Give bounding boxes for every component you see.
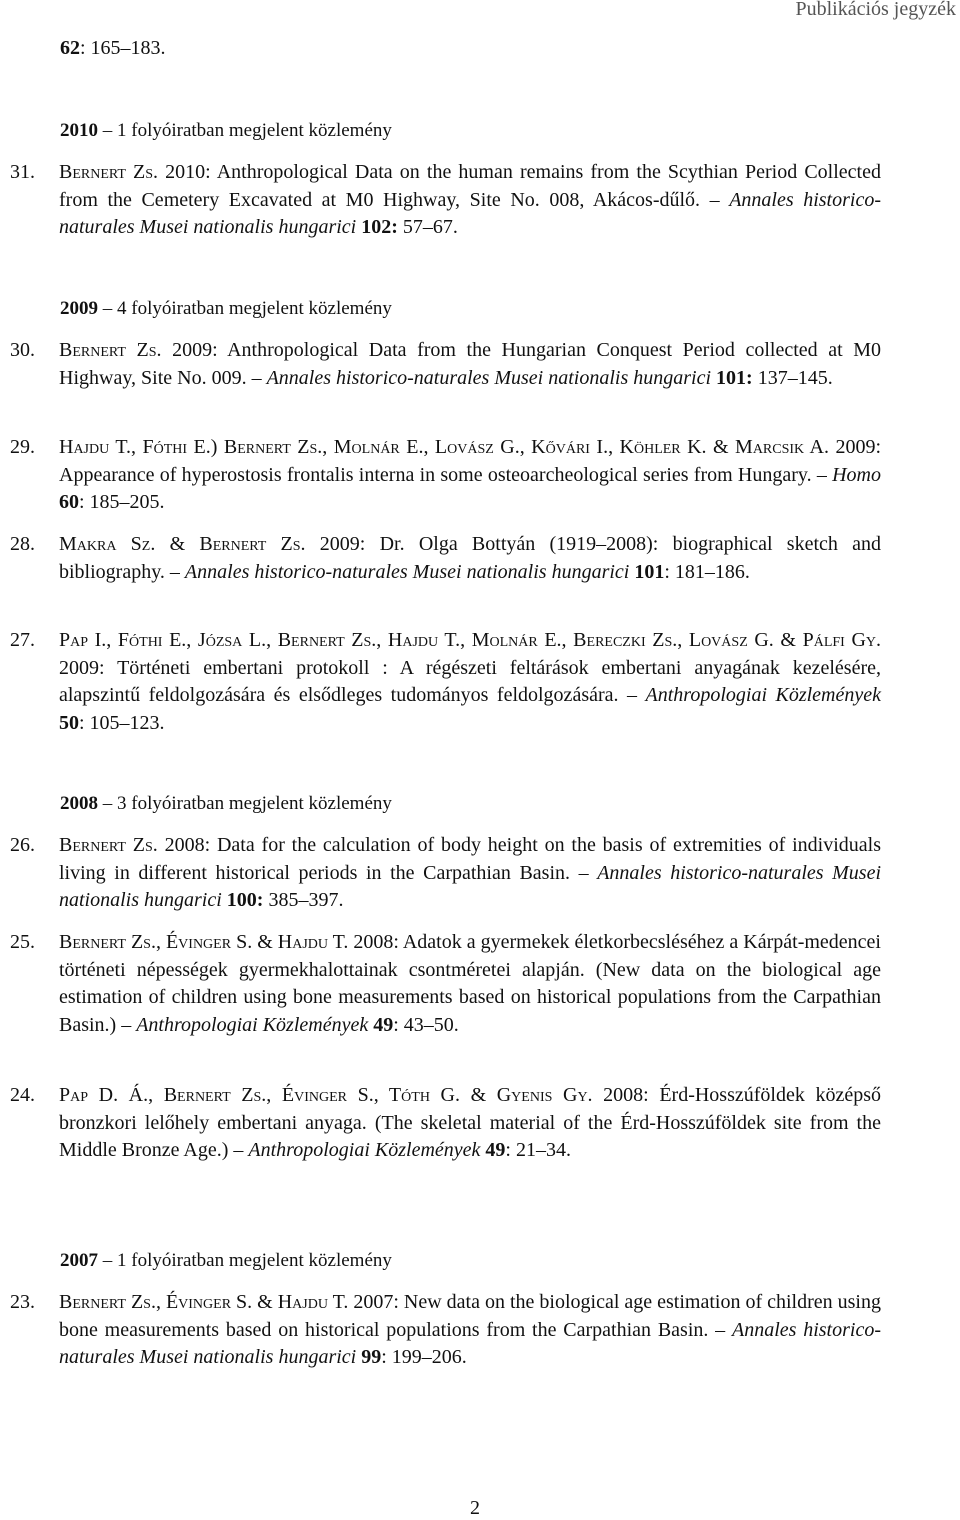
section-heading-2009	[60, 298, 392, 320]
entry-authors: Bernert Zs., Évinger S. & Hajdu T.	[59, 1291, 349, 1313]
entry-authors: Hajdu T., Fóthi E.) Bernert Zs., Molnár E., Lovász G., Kővári I., Köhler K. & Marcsik A.	[59, 436, 829, 458]
publication-entry	[10, 159, 881, 242]
continued-citation	[60, 37, 166, 60]
entry-authors: Bernert Zs.	[59, 834, 158, 856]
entry-pages: : 21–34.	[505, 1139, 571, 1161]
entry-text: 2009: Történeti embertani protokoll : A régészeti feltárások embertani anyagának kezelésére, alapszintű feldolgozására és elsődleges tudományos feldolgozására. –	[59, 656, 881, 706]
section-year: 2008	[60, 793, 98, 814]
entry-pages: : 185–205.	[79, 491, 165, 513]
entry-journal: Anthropologiai Közlemények	[248, 1139, 481, 1161]
running-header: Publikációs jegyzék	[795, 0, 956, 20]
entry-text: 2010: Anthropological Data on the human remains from the Scythian Period Collected from the Cemetery Excavated at M0 Highway, Site No. 008, Akácos-dűlő. –	[59, 161, 881, 211]
entry-authors: Bernert Zs.	[59, 161, 159, 183]
entry-journal: Homo	[832, 463, 881, 486]
entry-authors: Pap D. Á., Bernert Zs., Évinger S., Tóth G. & Gyenis Gy.	[59, 1084, 593, 1106]
entry-journal: Anthropologiai Közlemények	[136, 1013, 369, 1036]
entry-number: 25.	[10, 931, 35, 953]
entry-volume: 50	[59, 711, 79, 734]
entry-number: 24.	[10, 1084, 35, 1106]
entry-authors: Bernert Zs., Évinger S. & Hajdu T.	[59, 931, 349, 953]
entry-journal: Annales historico-naturales Musei nationalis hungarici	[266, 366, 712, 389]
entry-text: 2008: Érd-Hosszúföldek középső bronzkori lelőhely embertani anyaga. (The skeletal material of the Érd-Hosszúföldek site from the Middle Bronze Age.) –	[59, 1084, 881, 1161]
section-year: 2007	[60, 1250, 98, 1271]
entry-volume: 99	[356, 1346, 382, 1368]
entry-number: 28.	[10, 533, 35, 555]
publication-entry	[10, 627, 881, 737]
entry-volume: 102:	[356, 216, 398, 238]
entry-volume: 100:	[221, 889, 264, 911]
entry-pages: : 199–206.	[381, 1346, 467, 1368]
page-range: : 165–183.	[80, 37, 166, 59]
publication-entry	[10, 1082, 881, 1165]
entry-volume: 60	[59, 491, 79, 513]
entry-pages: 385–397.	[263, 889, 344, 911]
publication-entry	[10, 1289, 881, 1372]
entry-journal: Annales historico-naturales Musei nationalis hungarici	[184, 560, 630, 583]
entry-volume: 101	[629, 560, 665, 583]
entry-journal: Anthropologiai Közlemények	[645, 684, 882, 706]
entry-text: 2008: Data for the calculation of body height on the basis of extremities of individuals living in different historical periods in the Carpathian Basin. –	[59, 834, 881, 884]
entry-pages: 137–145.	[752, 366, 833, 389]
entry-authors: Pap I., Fóthi E., Józsa L., Bernert Zs., Hajdu T., Molnár E., Bereczki Zs., Lovász G. & Pálfi Gy.	[59, 629, 881, 651]
section-label: – 4 folyóiratban megjelent közlemény	[98, 298, 392, 319]
entry-text: 2008: Adatok a gyermekek életkorbecsléséhez a Kárpát-medencei történeti népességek gyermekhalottainak csontméretei alapján. (New data on the biological age estimation of children using bone measurements based on historical populations from the Carpathian Basin.) –	[59, 931, 881, 1036]
section-year: 2010	[60, 120, 98, 141]
entry-number: 29.	[10, 436, 35, 458]
publication-entry	[10, 832, 881, 915]
section-heading-2007	[60, 1250, 392, 1272]
entry-pages: : 43–50.	[393, 1013, 459, 1036]
section-heading-2010	[60, 120, 392, 142]
section-heading-2008	[60, 793, 392, 815]
publication-entry	[10, 929, 881, 1039]
entry-text: 2009: Appearance of hyperostosis frontalis interna in some osteoarcheological series from Hungary. –	[59, 436, 882, 486]
section-label: – 3 folyóiratban megjelent közlemény	[98, 793, 392, 814]
entry-journal: Annales historico-naturales Musei nationalis hungarici	[59, 1318, 881, 1368]
entry-number: 31.	[10, 161, 35, 183]
entry-volume: 49	[368, 1013, 394, 1036]
entry-journal: Annales historico-naturales Musei nationalis hungarici	[59, 861, 882, 911]
section-label: – 1 folyóiratban megjelent közlemény	[98, 120, 392, 141]
entry-number: 23.	[10, 1291, 35, 1313]
entry-number: 26.	[10, 834, 35, 856]
entry-pages: : 105–123.	[79, 711, 165, 734]
section-label: – 1 folyóiratban megjelent közlemény	[98, 1250, 392, 1271]
entry-number: 27.	[10, 629, 35, 651]
entry-volume: 101:	[711, 366, 753, 389]
page-number: 2	[470, 1497, 480, 1519]
entry-authors: Bernert Zs.	[59, 339, 162, 361]
publication-entry	[10, 531, 881, 586]
entry-pages: 57–67.	[397, 216, 458, 238]
volume-number: 62	[60, 37, 80, 59]
entry-number: 30.	[10, 339, 35, 361]
entry-pages: : 181–186.	[664, 560, 750, 583]
entry-volume: 49	[480, 1139, 506, 1161]
entry-text: 2009: Anthropological Data from the Hungarian Conquest Period collected at M0 Highway, Site No. 009. –	[59, 339, 881, 389]
section-year: 2009	[60, 298, 98, 319]
publication-entry	[10, 337, 881, 392]
publication-entry	[10, 434, 881, 517]
entry-text: 2007: New data on the biological age estimation of children using bone measurements based on historical populations from the Carpathian Basin. –	[59, 1291, 881, 1341]
entry-journal: Annales historico-naturales Musei nationalis hungarici	[59, 188, 881, 238]
entry-text: 2009: Dr. Olga Bottyán (1919–2008): biographical sketch and bibliography. –	[59, 533, 881, 583]
entry-authors: Makra Sz. & Bernert Zs.	[59, 533, 306, 555]
